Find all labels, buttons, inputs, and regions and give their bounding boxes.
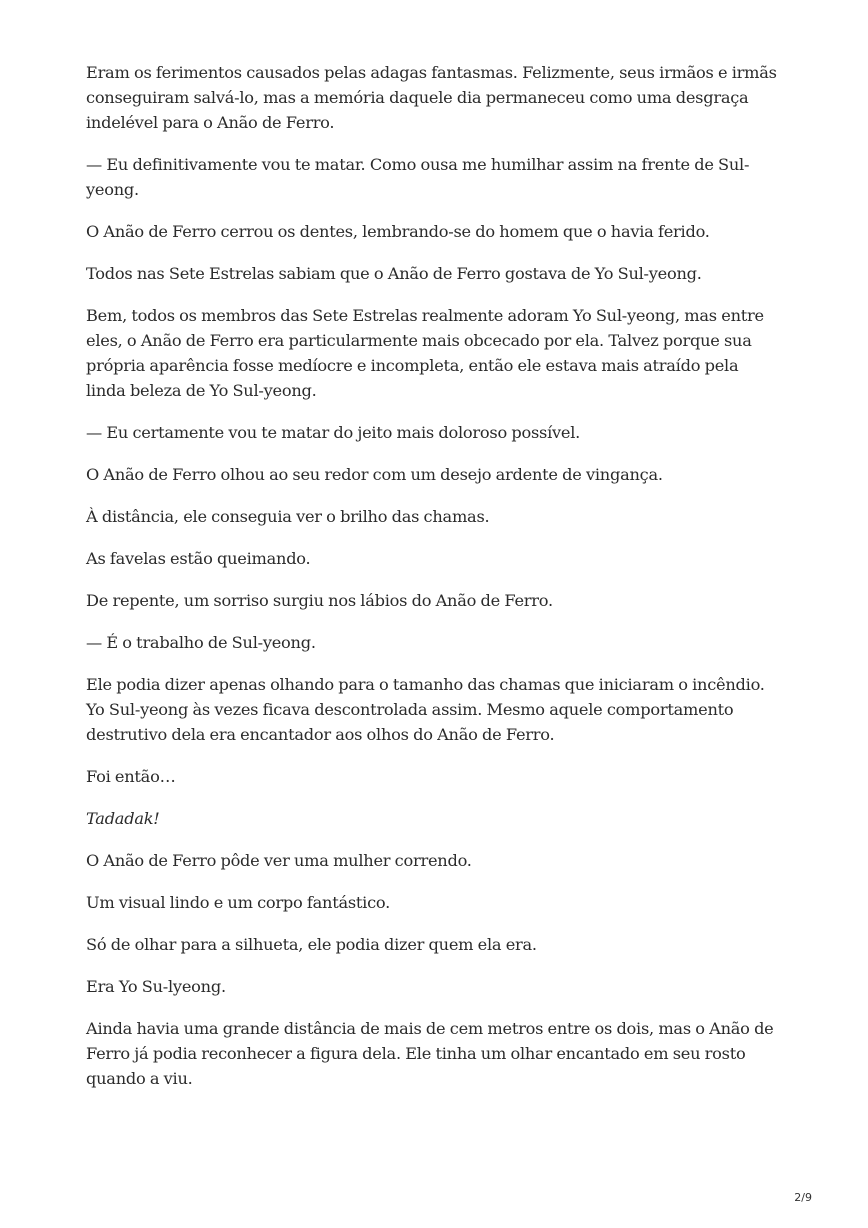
paragraph: Eram os ferimentos causados pelas adagas fantasmas. Felizmente, seus irmãos e irmãs conseguiram salvá-lo, mas a memória daquele dia permaneceu como uma desgraça indelével para o Anão de Ferro. — [86, 63, 777, 132]
paragraph: À distância, ele conseguia ver o brilho das chamas. — [86, 507, 490, 526]
paragraph: Foi então… — [86, 767, 176, 786]
paragraph: Só de olhar para a silhueta, ele podia dizer quem ela era. — [86, 935, 537, 954]
paragraph: O Anão de Ferro cerrou os dentes, lembrando-se do homem que o havia ferido. — [86, 222, 710, 241]
paragraph: — É o trabalho de Sul-yeong. — [86, 633, 316, 652]
sound-effect-paragraph: Tadadak! — [86, 809, 160, 828]
paragraph: O Anão de Ferro pôde ver uma mulher correndo. — [86, 851, 472, 870]
paragraph: Ele podia dizer apenas olhando para o tamanho das chamas que iniciaram o incêndio. Yo Sul-yeong às vezes ficava descontrolada assim. Mesmo aquele comportamento destrutivo dela era encantador aos olhos do Anão de Ferro. — [86, 675, 765, 744]
paragraph: Bem, todos os membros das Sete Estrelas realmente adoram Yo Sul-yeong, mas entre eles, o Anão de Ferro era particularmente mais obcecado por ela. Talvez porque sua própria aparência fosse medíocre e incompleta, então ele estava mais atraído pela linda beleza de Yo Sul-yeong. — [86, 306, 764, 400]
paragraph: De repente, um sorriso surgiu nos lábios do Anão de Ferro. — [86, 591, 553, 610]
paragraph: Todos nas Sete Estrelas sabiam que o Anão de Ferro gostava de Yo Sul-yeong. — [86, 264, 702, 283]
paragraph: Era Yo Su-lyeong. — [86, 977, 226, 996]
paragraph: — Eu certamente vou te matar do jeito mais doloroso possível. — [86, 423, 581, 442]
paragraph: Um visual lindo e um corpo fantástico. — [86, 893, 391, 912]
page-number: 2/9 — [794, 1191, 812, 1204]
paragraph: Ainda havia uma grande distância de mais de cem metros entre os dois, mas o Anão de Ferro já podia reconhecer a figura dela. Ele tinha um olhar encantado em seu rosto quando a viu. — [86, 1019, 774, 1088]
paragraph: As favelas estão queimando. — [86, 549, 311, 568]
document-body — [86, 60, 782, 1108]
paragraph: — Eu definitivamente vou te matar. Como ousa me humilhar assim na frente de Sul-yeong. — [86, 155, 750, 199]
paragraph: O Anão de Ferro olhou ao seu redor com um desejo ardente de vingança. — [86, 465, 663, 484]
